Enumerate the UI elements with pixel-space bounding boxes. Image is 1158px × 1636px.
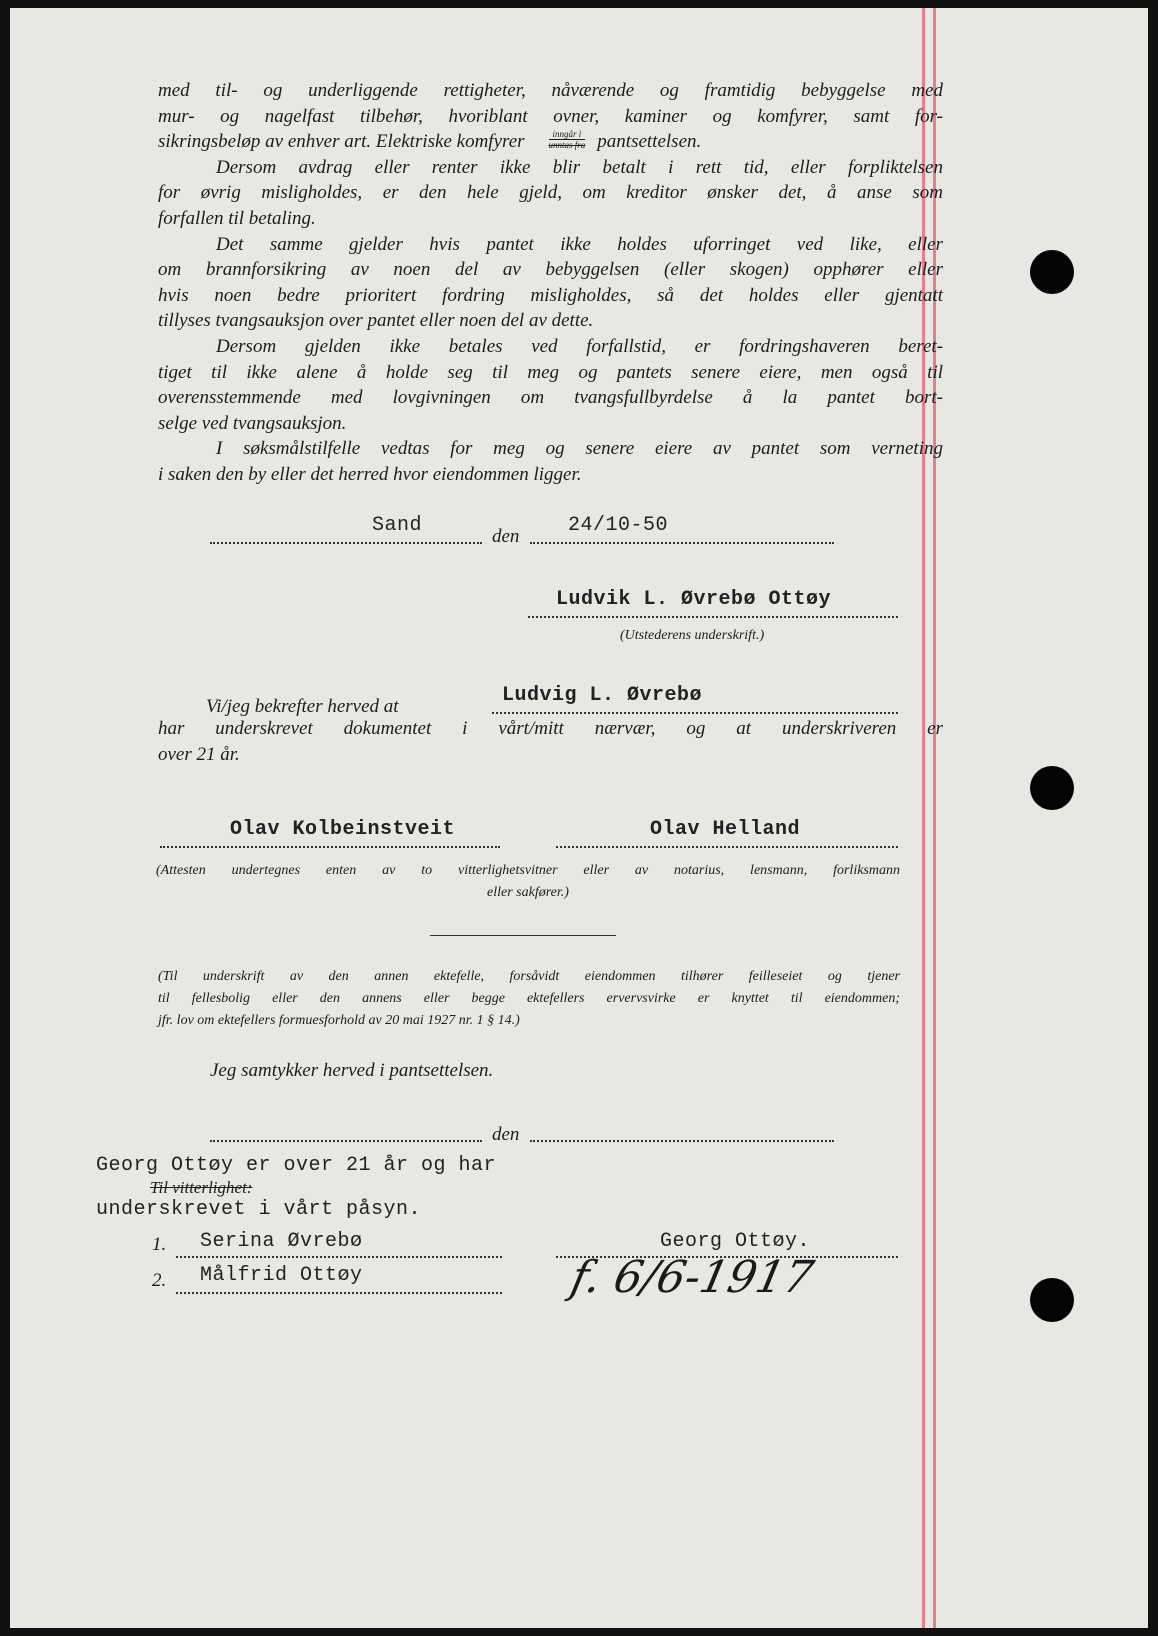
- text-line: Det samme gjelder hvis pantet ikke holdes uforringet ved like, eller: [216, 233, 943, 255]
- spouse-place-dotted-line: [210, 1140, 482, 1142]
- date-dotted-line: [530, 542, 834, 544]
- text-fragment: sikringsbeløp av enhver art. Elektriske komfyrer: [158, 131, 525, 153]
- punch-hole-top: [1030, 250, 1074, 294]
- text-line: forfallen til betaling.: [158, 207, 316, 229]
- witness-name-2-dotted-line: [176, 1292, 502, 1294]
- text-fragment: pantsettelsen.: [597, 131, 702, 153]
- text-line: for øvrig misligholdes, er den hele gjeld, om kreditor ønsker det, å anse som: [158, 182, 943, 204]
- witness-statement-line-1: Georg Ottøy er over 21 år og har: [96, 1154, 497, 1177]
- document-page: [10, 8, 1148, 1628]
- witness-2-dotted-line: [556, 846, 898, 848]
- text-line: til fellesbolig eller den annens eller begge ektefellers ervervsvirke er knyttet til eiendommen;: [158, 991, 900, 1006]
- witness-2-signature: Olav Helland: [650, 818, 801, 841]
- struck-til-vitterlighet: Til vitterlighet:: [150, 1178, 253, 1197]
- spouse-consent: Jeg samtykker herved i pantsettelsen.: [210, 1060, 494, 1081]
- punch-hole-bottom: [1030, 1278, 1074, 1322]
- text-line: med til- og underliggende rettigheter, nåværende og framtidig bebyggelse med: [158, 80, 943, 101]
- text-line: Dersom avdrag eller renter ikke blir betalt i rett tid, eller forpliktelsen: [216, 156, 943, 178]
- den-label: den: [492, 526, 520, 547]
- text-line: selge ved tvangsauksjon.: [158, 412, 347, 434]
- text-line: tillyses tvangsauksjon over pantet eller noen del av dette.: [158, 310, 594, 332]
- witness-statement-line-2: underskrevet i vårt påsyn.: [96, 1198, 422, 1221]
- issuer-caption: (Utstederens underskrift.): [620, 628, 765, 643]
- mortgage-terms-text: [158, 78, 943, 488]
- text-line: mur- og nagelfast tilbehør, hvoriblant ovner, kaminer og komfyrer, samt for-: [158, 105, 943, 127]
- text-line-komfyrer: [158, 129, 943, 155]
- signing-date: 24/10-50: [568, 514, 669, 537]
- witness-name-1-dotted-line: [176, 1256, 502, 1258]
- spouse-date-dotted-line: [530, 1140, 834, 1142]
- attested-dotted-line: [492, 712, 898, 714]
- text-line: tiget til ikke alene å holde seg til meg og pantets senere eiere, men også til: [158, 361, 943, 383]
- text-line: jfr. lov om ektefellers formuesforhold av 20 mai 1927 nr. 1 § 14.): [158, 1013, 520, 1028]
- issuer-signature: Ludvik L. Øvrebø Ottøy: [556, 588, 832, 611]
- spouse-signature: Georg Ottøy.: [660, 1230, 811, 1253]
- signing-place: Sand: [372, 514, 423, 537]
- text-line: har underskrevet dokumentet i vårt/mitt nærvær, og at underskriveren er: [158, 718, 943, 739]
- text-line: overensstemmende med lovgivningen om tvangsfullbyrdelse å la pantet bort-: [158, 387, 943, 409]
- inngar-unntas-fraction: $\frac{\text{inngår i}}{\text{unntas fra}}$: [548, 129, 586, 151]
- text-line: i saken den by eller det herred hvor eiendommen ligger.: [158, 463, 582, 485]
- issuer-dotted-line: [528, 616, 898, 618]
- witness-name-1: Serina Øvrebø: [200, 1230, 363, 1253]
- witness-1-dotted-line: [160, 846, 500, 848]
- attested-name: Ludvig L. Øvrebø: [502, 684, 703, 707]
- text-line: over 21 år.: [158, 743, 240, 765]
- attestation-note: [156, 860, 900, 904]
- place-dotted-line: [210, 542, 482, 544]
- text-line: eller sakfører.): [487, 885, 569, 900]
- punch-hole-middle: [1030, 766, 1074, 810]
- witness-1-signature: Olav Kolbeinstveit: [230, 818, 456, 841]
- handwritten-birthdate: f. 6/6-1917: [566, 1252, 818, 1303]
- attestation-text: [158, 716, 943, 767]
- text-line: Dersom gjelden ikke betales ved forfallstid, er fordringshaveren beret-: [216, 335, 943, 357]
- text-line: (Attesten undertegnes enten av to vitterlighetsvitner eller av notarius, lensmann, forliksmann: [156, 863, 900, 878]
- text-line: (Til underskrift av den annen ektefelle, forsåvidt eiendommen tilhører feilleseiet og tjener: [158, 969, 900, 984]
- attestation-lead: Vi/jeg bekrefter herved at: [206, 696, 399, 717]
- witness-number-2: 2.: [152, 1270, 167, 1291]
- text-line: hvis noen bedre prioritert fordring misligholdes, så det holdes eller gjentatt: [158, 284, 943, 306]
- spouse-note: [158, 966, 900, 1032]
- text-line: I søksmålstilfelle vedtas for meg og senere eiere av pantet som verneting: [216, 438, 943, 460]
- section-divider: [430, 935, 616, 936]
- witness-number-1: 1.: [152, 1234, 167, 1255]
- witness-name-2: Målfrid Ottøy: [200, 1264, 363, 1287]
- text-line: om brannforsikring av noen del av bebyggelsen (eller skogen) opphører eller: [158, 259, 943, 281]
- spouse-den-label: den: [492, 1124, 520, 1145]
